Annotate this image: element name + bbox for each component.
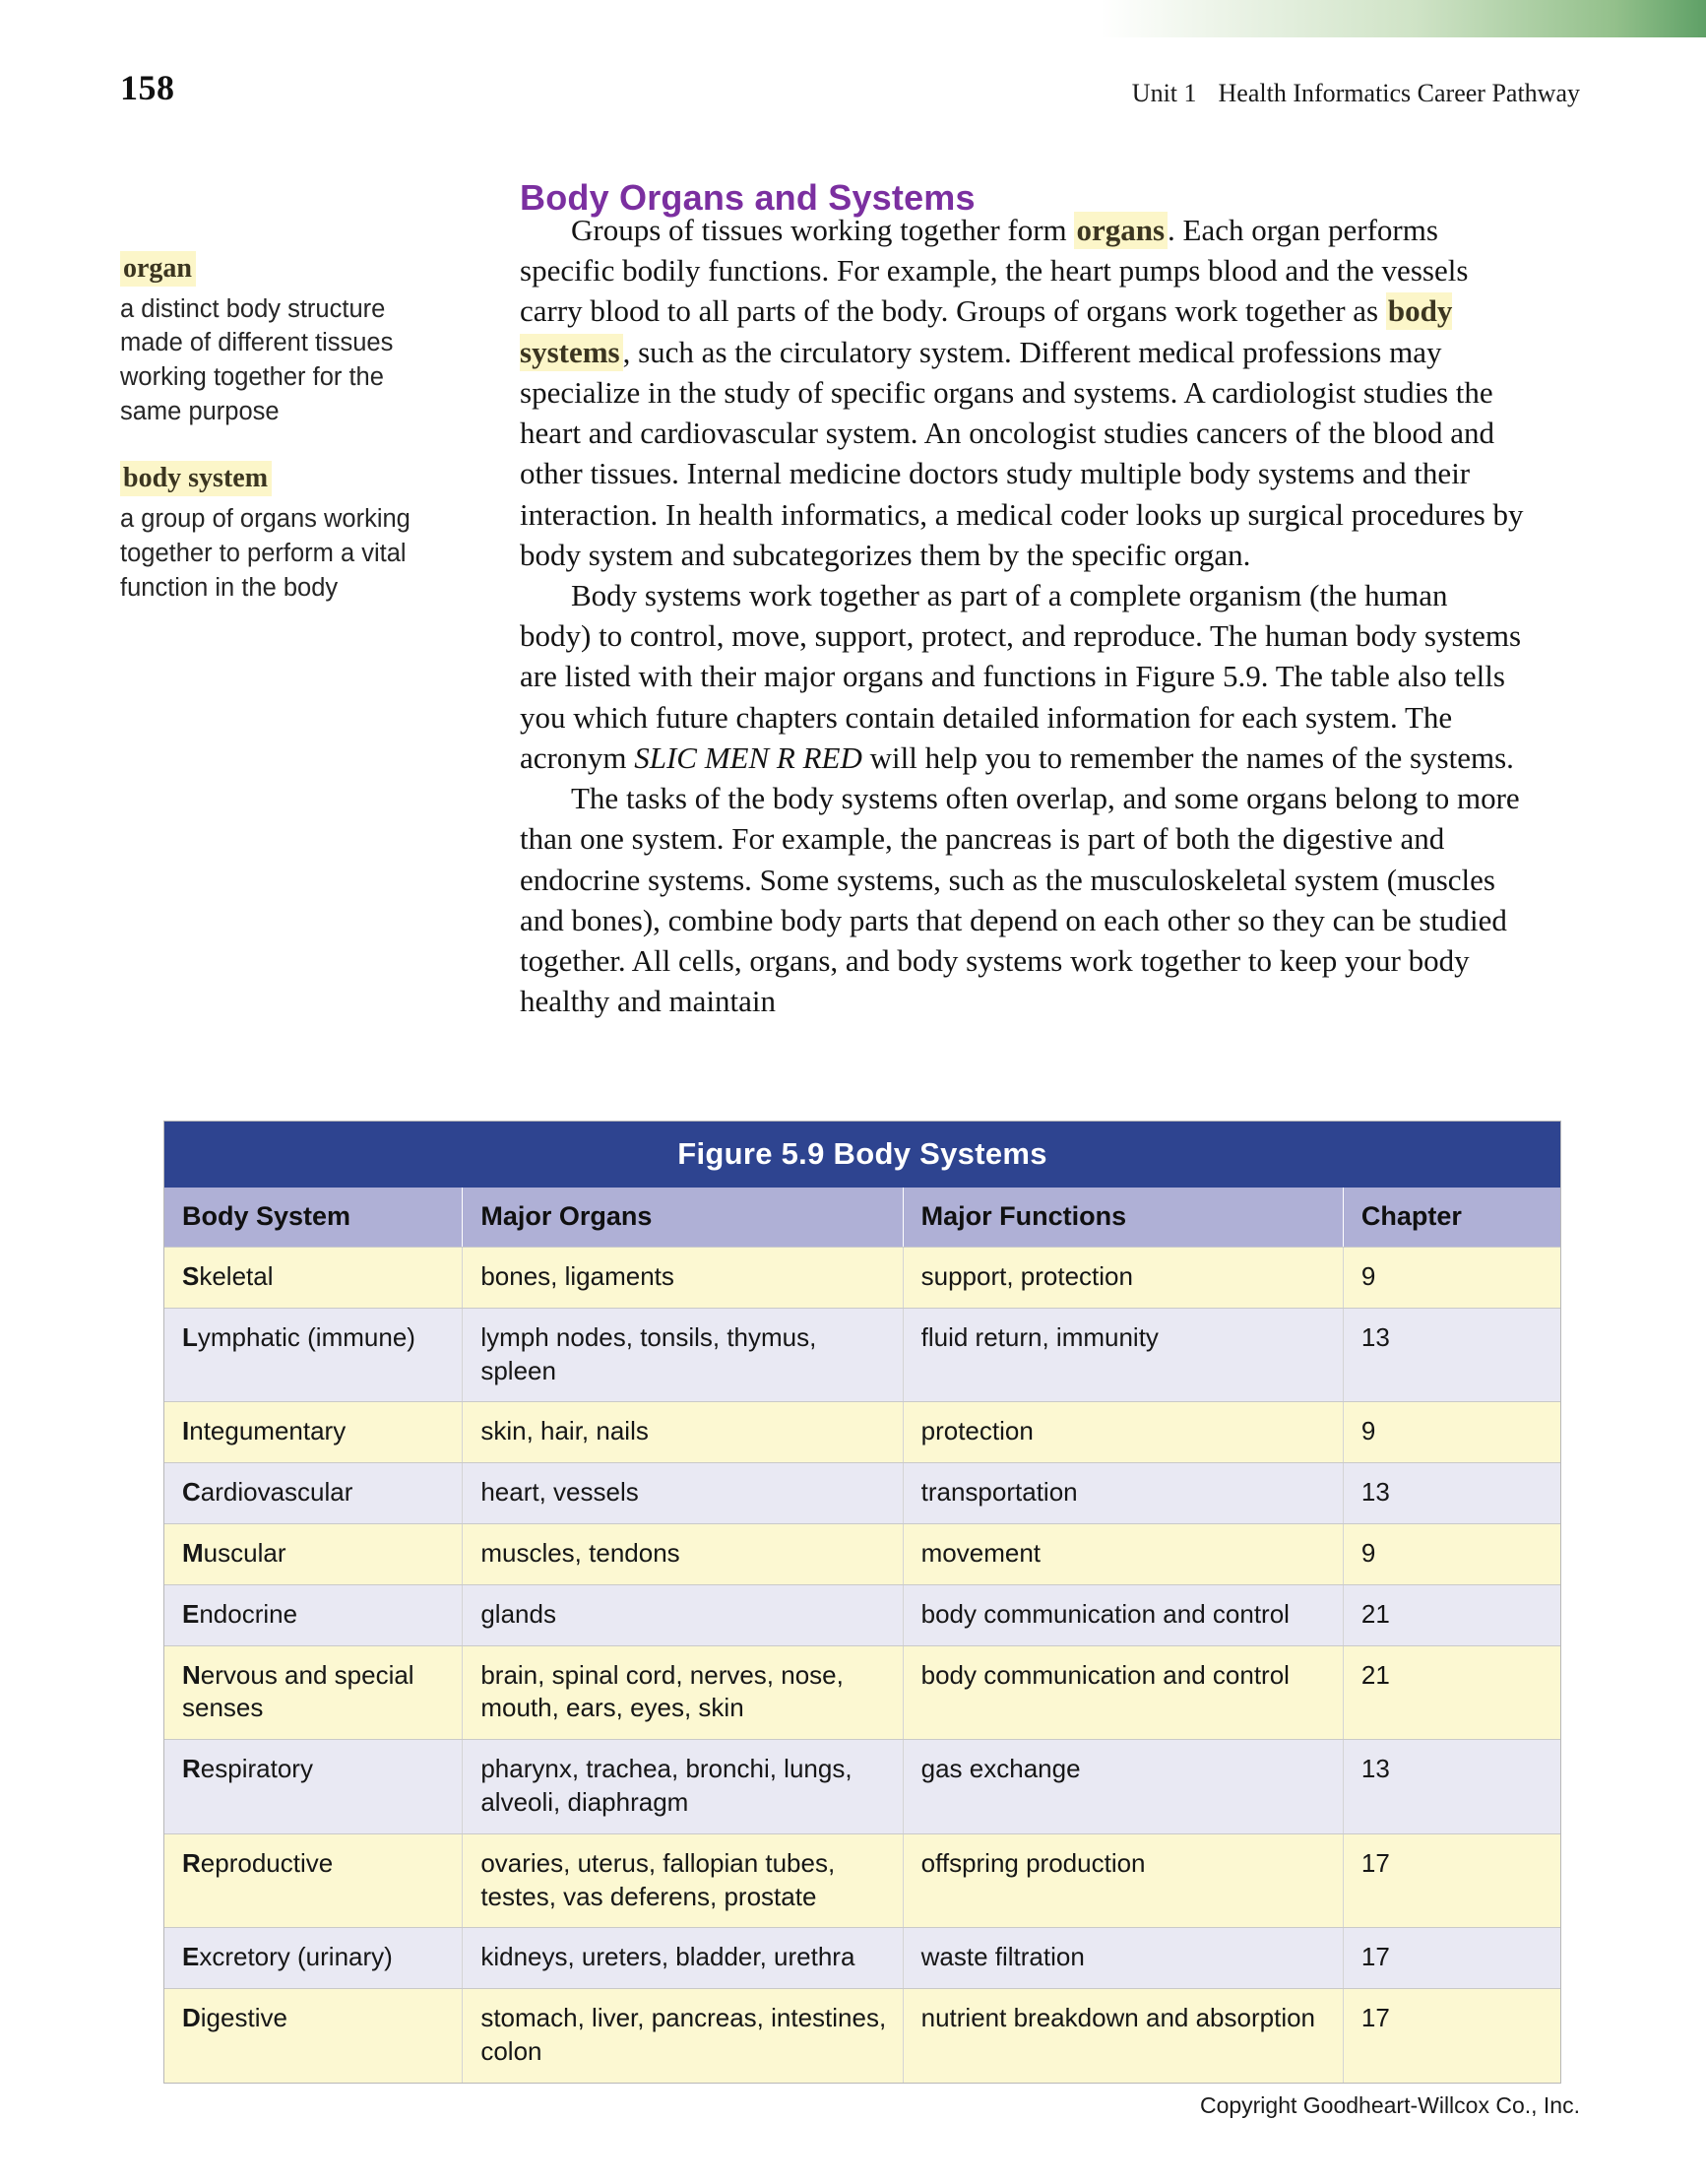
- cell-major-functions: protection: [903, 1402, 1343, 1463]
- cell-major-organs: skin, hair, nails: [463, 1402, 903, 1463]
- glossary-definition-organ: a distinct body structure made of different tissues working together for the same purpose: [120, 294, 394, 425]
- cell-major-organs: heart, vessels: [463, 1463, 903, 1524]
- inline-term-organs: organs: [1074, 212, 1168, 249]
- cell-major-organs: ovaries, uterus, fallopian tubes, testes, vas deferens, prostate: [463, 1833, 903, 1928]
- cell-body-system: Endocrine: [164, 1584, 463, 1645]
- running-head-unit: Unit 1: [1131, 79, 1197, 107]
- cell-major-organs: lymph nodes, tonsils, thymus, spleen: [463, 1308, 903, 1402]
- cell-major-organs: muscles, tendons: [463, 1523, 903, 1584]
- cell-chapter: 21: [1343, 1584, 1560, 1645]
- figure-title-banner: Figure 5.9 Body Systems: [164, 1122, 1560, 1188]
- cell-chapter: 9: [1343, 1248, 1560, 1309]
- acronym-slic-men-r-red: SLIC MEN R RED: [634, 739, 862, 775]
- cell-major-organs: glands: [463, 1584, 903, 1645]
- cell-major-functions: body communication and control: [903, 1584, 1343, 1645]
- p1-part-c: , such as the circulatory system. Different medical professions may specialize in the study of specific organs and systems. A cardiologist studies the heart and cardiovascular system. An oncologist studies cancers of the blood and other tissues. Internal medicine doctors study multiple body systems and their interaction. In health informatics, a medical coder looks up surgical procedures by body system and subcategorizes them by the specific organ.: [520, 334, 1524, 572]
- cell-body-system: Digestive: [164, 1989, 463, 2083]
- glossary-definition-body-system: a group of organs working together to perform a vital function in the body: [120, 505, 411, 602]
- system-initial-letter: R: [182, 1847, 201, 1878]
- glossary-sidebar: [120, 254, 445, 640]
- cell-major-organs: kidneys, ureters, bladder, urethra: [463, 1928, 903, 1989]
- table-body: [164, 1248, 1560, 2083]
- column-header-major-functions: Major Functions: [903, 1188, 1343, 1248]
- cell-major-functions: nutrient breakdown and absorption: [903, 1989, 1343, 2083]
- running-head: [1132, 79, 1580, 108]
- cell-major-organs: stomach, liver, pancreas, intestines, colon: [463, 1989, 903, 2083]
- page-number: 158: [120, 68, 175, 107]
- p2-part-a: Body systems work together as part of a complete organism (the human body) to control, move, support, protect, and reproduce. The human body systems are listed with their major organs and functions in Figure 5.9. The table also tells you which future chapters contain detailed information for each system. The acronym: [520, 577, 1522, 775]
- cell-body-system: Lymphatic (immune): [164, 1308, 463, 1402]
- paragraph-1: [520, 210, 1524, 575]
- system-initial-letter: E: [182, 1942, 200, 1972]
- cell-chapter: 13: [1343, 1308, 1560, 1402]
- system-initial-letter: I: [182, 1416, 190, 1446]
- cell-chapter: 17: [1343, 1833, 1560, 1928]
- table-row: [164, 1584, 1560, 1645]
- cell-chapter: 13: [1343, 1740, 1560, 1834]
- table-row: [164, 1463, 1560, 1524]
- body-text-column: [520, 210, 1524, 1021]
- table-row: [164, 1833, 1560, 1928]
- cell-major-functions: waste filtration: [903, 1928, 1343, 1989]
- cell-body-system: Cardiovascular: [164, 1463, 463, 1524]
- inline-term-body-systems: body systems: [520, 293, 1453, 369]
- cell-major-functions: offspring production: [903, 1833, 1343, 1928]
- table-row: [164, 1523, 1560, 1584]
- page-title: Body Organs and Systems: [520, 177, 976, 219]
- p1-part-b: . Each organ performs specific bodily functions. For example, the heart pumps blood and the vessels carry blood to all parts of the body. Groups of organs work together as: [520, 213, 1469, 329]
- glossary-entry-body-system: [120, 464, 445, 605]
- cell-chapter: 17: [1343, 1928, 1560, 1989]
- cell-chapter: 9: [1343, 1402, 1560, 1463]
- table-row: [164, 1308, 1560, 1402]
- cell-major-organs: brain, spinal cord, nerves, nose, mouth, ears, eyes, skin: [463, 1645, 903, 1740]
- table-row: [164, 1989, 1560, 2083]
- table-row: [164, 1645, 1560, 1740]
- cell-major-functions: transportation: [903, 1463, 1343, 1524]
- cell-chapter: 9: [1343, 1523, 1560, 1584]
- cell-major-functions: support, protection: [903, 1248, 1343, 1309]
- system-initial-letter: L: [182, 1321, 198, 1352]
- system-initial-letter: D: [182, 2003, 201, 2033]
- cell-chapter: 21: [1343, 1645, 1560, 1740]
- copyright-notice: Copyright Goodheart-Willcox Co., Inc.: [1199, 2092, 1580, 2118]
- table-header-row: [164, 1188, 1560, 1248]
- table-row: [164, 1740, 1560, 1834]
- cell-major-organs: pharynx, trachea, bronchi, lungs, alveoli, diaphragm: [463, 1740, 903, 1834]
- column-header-major-organs: Major Organs: [463, 1188, 903, 1248]
- system-initial-letter: C: [182, 1477, 201, 1508]
- system-initial-letter: R: [182, 1754, 201, 1784]
- cell-major-functions: fluid return, immunity: [903, 1308, 1343, 1402]
- cell-major-functions: gas exchange: [903, 1740, 1343, 1834]
- cell-body-system: Skeletal: [164, 1248, 463, 1309]
- column-header-body-system: Body System: [164, 1188, 463, 1248]
- system-initial-letter: S: [182, 1261, 200, 1291]
- cell-body-system: Reproductive: [164, 1833, 463, 1928]
- cell-major-functions: body communication and control: [903, 1645, 1343, 1740]
- system-initial-letter: E: [182, 1598, 200, 1629]
- body-systems-table: [164, 1188, 1560, 2083]
- glossary-term-body-system: body system: [120, 461, 272, 496]
- cell-body-system: Nervous and special senses: [164, 1645, 463, 1740]
- cell-major-organs: bones, ligaments: [463, 1248, 903, 1309]
- glossary-term-organ: organ: [120, 251, 196, 287]
- cell-body-system: Respiratory: [164, 1740, 463, 1834]
- cell-chapter: 13: [1343, 1463, 1560, 1524]
- cell-body-system: Integumentary: [164, 1402, 463, 1463]
- cell-major-functions: movement: [903, 1523, 1343, 1584]
- cell-chapter: 17: [1343, 1989, 1560, 2083]
- glossary-entry-organ: [120, 254, 445, 428]
- cell-body-system: Excretory (urinary): [164, 1928, 463, 1989]
- system-initial-letter: N: [182, 1659, 201, 1690]
- cell-body-system: Muscular: [164, 1523, 463, 1584]
- system-initial-letter: M: [182, 1537, 204, 1568]
- paragraph-3: The tasks of the body systems often overlap, and some organs belong to more than one system. For example, the pancreas is part of both the digestive and endocrine systems. Some systems, such as the musculoskeletal system (muscles and bones), combine body parts that depend on each other so they can be studied together. All cells, organs, and body systems work together to keep your body healthy and maintain: [520, 781, 1520, 1019]
- table-row: [164, 1928, 1560, 1989]
- figure-5-9: [163, 1121, 1561, 2084]
- table-row: [164, 1248, 1560, 1309]
- p2-part-b: will help you to remember the names of the systems.: [861, 739, 1514, 775]
- running-head-title: Health Informatics Career Pathway: [1218, 79, 1580, 107]
- paragraph-2: [520, 575, 1524, 778]
- table-row: [164, 1402, 1560, 1463]
- p1-part-a: Groups of tissues working together form: [571, 213, 1075, 247]
- column-header-chapter: Chapter: [1343, 1188, 1560, 1248]
- top-green-gradient-bar: [1101, 0, 1706, 37]
